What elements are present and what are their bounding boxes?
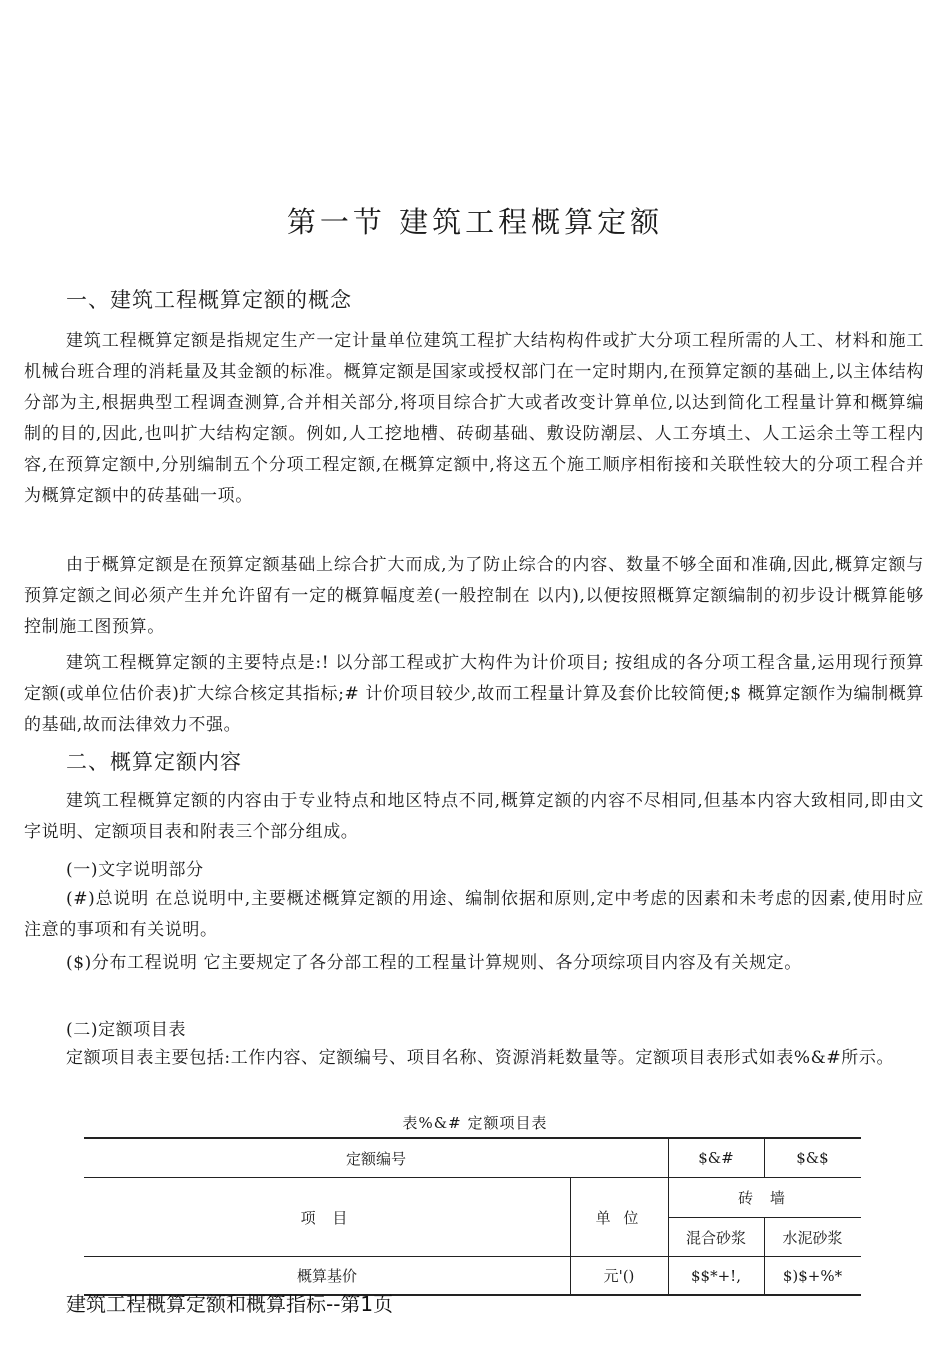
section1-heading: 一、建筑工程概算定额的概念: [66, 288, 352, 312]
base-price-value-1: $$*+!,: [691, 1266, 741, 1285]
section1-para1: 建筑工程概算定额是指规定生产一定计量单位建筑工程扩大结构构件或扩大分项工程所需的人工、材料和施工机械台班合理的消耗量及其金额的标准。概算定额是国家或授权部门在一定时期内,在预算定额的基础上,以主体结构分部为主,根据典型工程调查测算,合并相关部分,将项目综合扩大或者改变计算单位,以达到简化工程量计算和概算编制的目的,因此,也叫扩大结构定额。例如,人工挖地槽、砖砌基础、敷设防潮层、人工夯填土、人工运余土等工程内容,在预算定额中,分别编制五个分项工程定额,在概算定额中,将这五个施工顺序相衔接和关联性较大的分项工程合并为概算定额中的砖基础一项。: [24, 331, 924, 506]
mixed-mortar-label: 混合砂浆: [685, 1228, 746, 1247]
page-footer: 建筑工程概算定额和概算指标--第1页: [66, 1292, 394, 1316]
section2-para2: (#)总说明 在总说明中,主要概述概算定额的用途、编制依据和原则,定中考虑的因素和未考虑的因素,使用时应注意的事项和有关说明。: [24, 889, 924, 940]
section2-para4: 定额项目表主要包括:工作内容、定额编号、项目名称、资源消耗数量等。定额项目表形式如表%&#所示。: [66, 1048, 895, 1068]
section1-para3: 建筑工程概算定额的主要特点是:! 以分部工程或扩大构件为计价项目; 按组成的各分项工程含量,运用现行预算定额(或单位估价表)扩大综合核定其指标;# 计价项目较少,故而工程量计算及套价比较简便;$ 概算定额作为编制概算的基础,故而法律效力不强。: [24, 653, 924, 735]
section2-para3: ($)分布工程说明 它主要规定了各分部工程的工程量计算规则、各分项综项目内容及有关规定。: [66, 953, 802, 973]
section2-para1: 建筑工程概算定额的内容由于专业特点和地区特点不同,概算定额的内容不尽相同,但基本内容大致相同,即由文字说明、定额项目表和附表三个部分组成。: [24, 791, 924, 842]
section2-heading: 二、概算定额内容: [66, 750, 242, 774]
unit-label: 单 位: [595, 1208, 643, 1227]
item-label: 项 目: [300, 1208, 354, 1227]
table-caption: 表%&# 定额项目表: [402, 1114, 548, 1132]
cement-mortar-label: 水泥砂浆: [782, 1228, 843, 1247]
brick-wall-group-label: 砖 墙: [738, 1189, 791, 1207]
base-price-label: 概算基价: [296, 1267, 357, 1285]
base-price-value-2: $)$+%*: [782, 1266, 843, 1285]
code-2: $&$: [796, 1149, 829, 1167]
base-price-unit: 元'(): [603, 1267, 635, 1285]
subheading-text-part: (一)文字说明部分: [66, 860, 204, 880]
subheading-quota-table: (二)定额项目表: [66, 1020, 187, 1040]
code-1: $&#: [698, 1149, 734, 1167]
code-label: 定额编号: [345, 1149, 406, 1168]
page-title: 第一节 建筑工程概算定额: [286, 205, 664, 239]
section1-para2: 由于概算定额是在预算定额基础上综合扩大而成,为了防止综合的内容、数量不够全面和准确,因此,概算定额与预算定额之间必须产生并允许留有一定的概算幅度差(一般控制在 以内),以便按照概算定额编制的初步设计概算能够控制施工图预算。: [24, 555, 924, 637]
